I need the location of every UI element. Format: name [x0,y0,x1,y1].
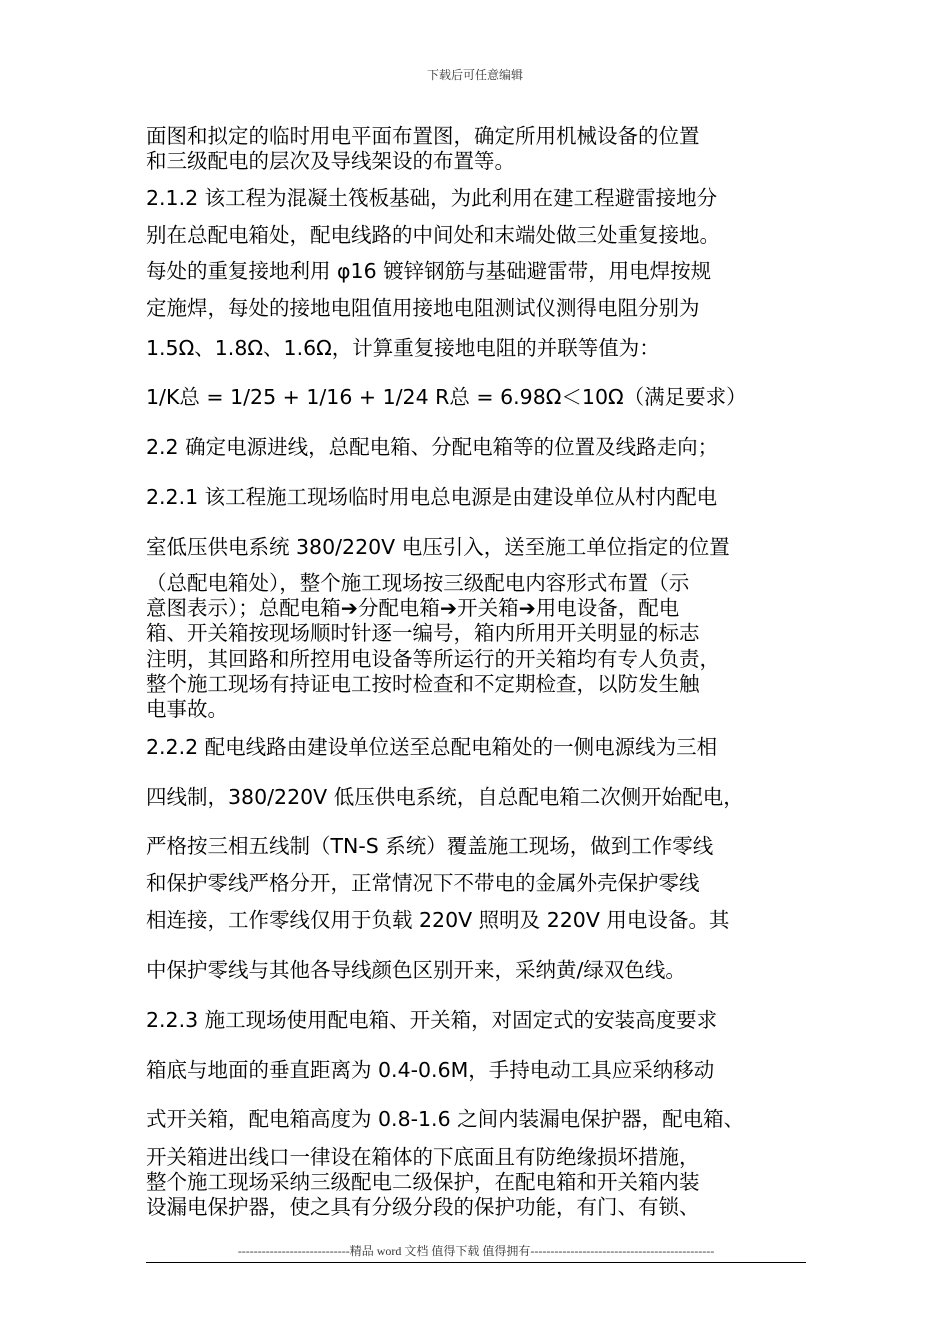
footer-divider [146,1262,806,1263]
text-line: 2.2.2 配电线路由建设单位送至总配电箱处的一侧电源线为三相 [146,735,718,759]
text-line: 1.5Ω、1.8Ω、1.6Ω，计算重复接地电阻的并联等值为： [146,336,660,360]
text-line: 每处的重复接地利用 φ16 镀锌钢筋与基础避雷带，用电焊按规 [146,259,712,283]
text-line: 整个施工现场有持证电工按时检查和不定期检查，以防发生触 [146,672,700,696]
text-line: 箱底与地面的垂直距离为 0.4-0.6M，手持电动工具应采纳移动 [146,1058,715,1082]
text-line: 和三级配电的层次及导线架设的布置等。 [146,149,515,173]
text-line: 2.2.3 施工现场使用配电箱、开关箱，对固定式的安装高度要求 [146,1008,718,1032]
text-line: 面图和拟定的临时用电平面布置图，确定所用机械设备的位置 [146,124,700,148]
text-line: 室低压供电系统 380/220V 电压引入，送至施工单位指定的位置 [146,535,730,559]
text-line: 定施焊，每处的接地电阻值用接地电阻测试仪测得电阻分别为 [146,296,700,320]
text-line: 式开关箱，配电箱高度为 0.8-1.6 之间内装漏电保护器，配电箱、 [146,1107,745,1131]
text-line: 电事故。 [146,697,228,721]
text-line: 整个施工现场采纳三级配电二级保护，在配电箱和开关箱内装 [146,1170,700,1194]
text-line: 四线制，380/220V 低压供电系统，自总配电箱二次侧开始配电， [146,785,744,809]
page-header-note: 下载后可任意编辑 [426,68,523,82]
formula-line: 1/K总 = 1/25 + 1/16 + 1/24 R总 = 6.98Ω＜10Ω（满足要求） [146,385,747,409]
text-line: 2.1.2 该工程为混凝土筏板基础，为此利用在建工程避雷接地分 [146,186,718,210]
text-line: 开关箱进出线口一律设在箱体的下底面且有防绝缘损坏措施， [146,1145,700,1169]
text-line: （总配电箱处），整个施工现场按三级配电内容形式布置（示 [146,571,690,595]
text-line: 注明，其回路和所控用电设备等所运行的开关箱均有专人负责， [146,647,720,671]
text-line: 严格按三相五线制（TN-S 系统）覆盖施工现场，做到工作零线 [146,834,714,858]
text-line: 意图表示）；总配电箱➔分配电箱➔开关箱➔用电设备，配电 [146,596,680,620]
text-line: 设漏电保护器，使之具有分级分段的保护功能，有门、有锁、 [146,1195,700,1219]
text-line: 2.2.1 该工程施工现场临时用电总电源是由建设单位从村内配电 [146,485,718,509]
section-heading: 2.2 确定电源进线，总配电箱、分配电箱等的位置及线路走向； [146,435,719,459]
text-line: 别在总配电箱处，配电线路的中间处和末端处做三处重复接地。 [146,223,720,247]
text-line: 箱、开关箱按现场顺时针逐一编号，箱内所用开关明显的标志 [146,621,700,645]
text-line: 中保护零线与其他各导线颜色区别开来，采纳黄/绿双色线。 [146,958,686,982]
text-line: 和保护零线严格分开，正常情况下不带电的金属外壳保护零线 [146,871,700,895]
text-line: 相连接，工作零线仅用于负载 220V 照明及 220V 用电设备。其 [146,908,730,932]
page-footer-note: ----------------------------精品 word 文档 值得下载 值得拥有---------------------------------------------- [237,1244,715,1258]
